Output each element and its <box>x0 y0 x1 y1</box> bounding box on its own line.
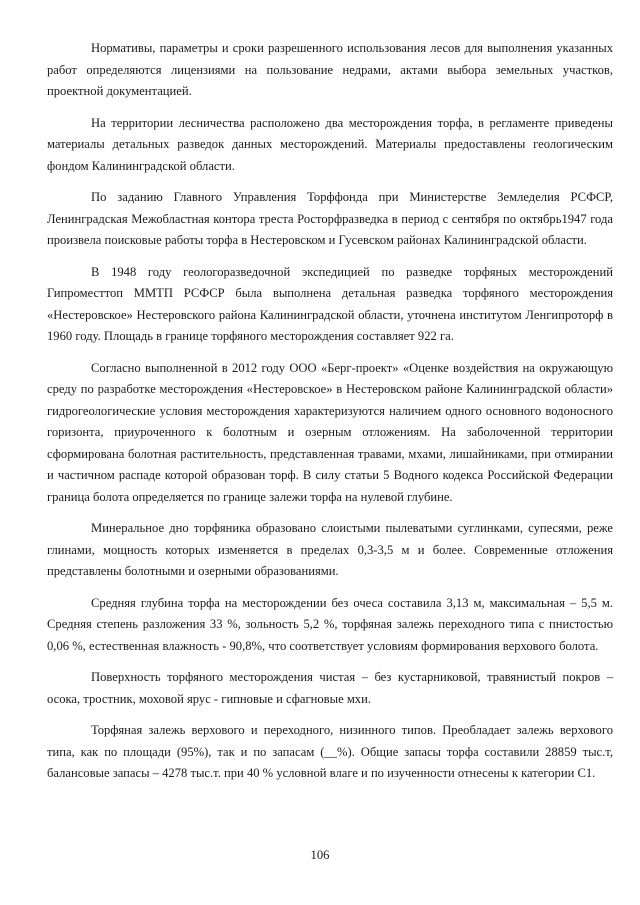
paragraph: Средняя глубина торфа на месторождении без очеса составила 3,13 м, максимальная – 5,5 м. Средняя степень разложения 33 %, зольность 5,2 %, торфяная залежь переходного типа с пнистостью 0,06 %, естественная влажность - 90,8%, что соответствует условиям формирования верхового болота. <box>47 595 613 653</box>
page-number: 106 <box>310 848 330 862</box>
paragraph: Согласно выполненной в 2012 году ООО «Берг-проект» «Оценке воздействия на окружающую среду по разработке месторождения «Нестеровское» в Нестеровском районе Калининградской области» гидрогеологические условия месторождения характеризуются наличием одного основного водоносного горизонта, приуроченного к болотным и озерным отложениям. На заболоченной территории сформирована болотная растительность, представленная травами, мхами, лишайниками, при отмирании и частичном распаде которой образован торф. В силу статьи 5 Водного кодекса Российской Федерации граница болота определяется по границе залежи торфа на нулевой глубине. <box>47 360 613 504</box>
paragraph: Поверхность торфяного месторождения чистая – без кустарниковой, травянистый покров – осока, тростник, моховой ярус - гипновые и сфагновые мхи. <box>47 670 613 706</box>
paragraph: Торфяная залежь верхового и переходного, низинного типов. Преобладает залежь верхового типа, как по площади (95%), так и по запасам (__%). Общие запасы торфа составили 28859 тыс.т, балансовые запасы – 4278 тыс.т. при 40 % условной влаге и по изученности отнесены к категории С1. <box>47 723 613 780</box>
paragraph: В 1948 году геологоразведочной экспедицией по разведке торфяных месторождений Гипроместтоп ММТП РСФСР была выполнена детальная разведка торфяного месторождения «Нестеровское» Нестеровского района Калининградской области, уточнена институтом Ленгипроторф в 1960 году. Площадь в границе торфяного месторождения составляет 922 га. <box>47 264 613 343</box>
paragraph: Нормативы, параметры и сроки разрешенного использования лесов для выполнения указанных работ определяются лицензиями на пользование недрами, актами выбора земельных участков, проектной документацией. <box>47 41 613 98</box>
paragraph: Минеральное дно торфяника образовано слоистыми пылеватыми суглинками, супесями, реже глинами, мощность которых изменяется в пределах 0,3-3,5 м и более. Современные отложения представлены болотными и озерными образованиями. <box>47 521 613 578</box>
paragraph: На территории лесничества расположено два месторождения торфа, в регламенте приведены материалы детальных разведок данных месторождений. Материалы предоставлены геологическим фондом Калининградской области. <box>47 115 613 173</box>
paragraph: По заданию Главного Управления Торффонда при Министерстве Земледелия РСФСР, Ленинградская Межобластная контора треста Росторфразведка в период с сентября по октябрь1947 года произвела поисковые работы торфа в Нестеровском и Гусевском районах Калининградской области. <box>47 190 613 247</box>
document-page <box>47 38 613 795</box>
